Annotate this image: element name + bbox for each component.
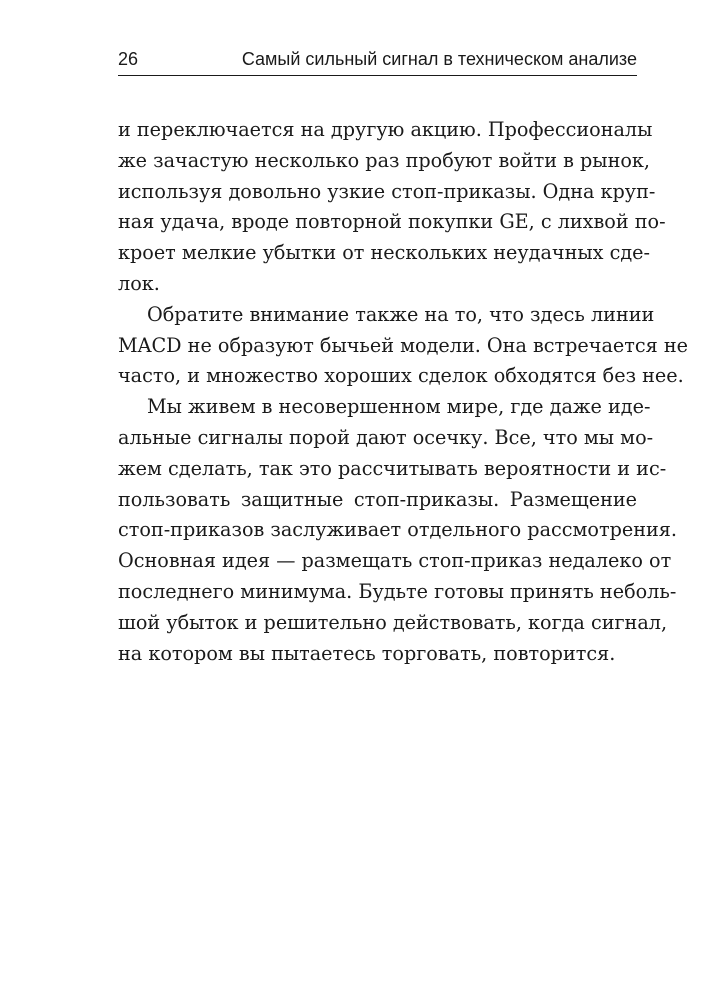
text-line: пользовать защитные стоп-приказы. Размещение <box>118 487 637 511</box>
text-line: альные сигналы порой дают осечку. Все, что мы мо- <box>118 425 654 449</box>
page-number: 26 <box>118 49 139 69</box>
paragraph <box>118 392 678 669</box>
text-line: шой убыток и решительно действовать, когда сигнал, <box>118 610 668 634</box>
text-line: используя довольно узкие стоп-приказы. Одна круп- <box>118 179 656 203</box>
text-line: Мы живем в несовершенном мире, где даже иде- <box>147 395 651 419</box>
text-line: последнего минимума. Будьте готовы принять неболь- <box>118 579 677 603</box>
text-line: MACD не образуют бычьей модели. Она встречается не <box>118 333 688 357</box>
text-line: и переключается на другую акцию. Профессионалы <box>118 118 653 141</box>
text-line: же зачастую несколько раз пробуют войти в рынок, <box>118 148 651 172</box>
text-line: ная удача, вроде повторной покупки GE, с лихвой по- <box>118 210 666 234</box>
running-title: Самый сильный сигнал в техническом анализе <box>241 49 637 69</box>
paragraph <box>118 115 666 300</box>
text-line: на котором вы пытаетесь торговать, повторится. <box>118 641 616 665</box>
text-line: Основная идея — размещать стоп-приказ недалеко от <box>118 549 672 573</box>
text-line: Обратите внимание также на то, что здесь линии <box>147 302 655 326</box>
text-line: кроет мелкие убытки от нескольких неудачных сде- <box>118 241 650 265</box>
text-line: жем сделать, так это рассчитывать вероятности и ис- <box>118 456 667 480</box>
text-line: часто, и множество хороших сделок обходятся без нее. <box>118 364 684 388</box>
text-line: стоп-приказов заслуживает отдельного рассмотрения. <box>118 518 678 542</box>
body-text <box>118 115 688 669</box>
text-line: лок. <box>118 271 160 295</box>
page-header <box>118 44 637 76</box>
paragraph <box>118 300 688 392</box>
